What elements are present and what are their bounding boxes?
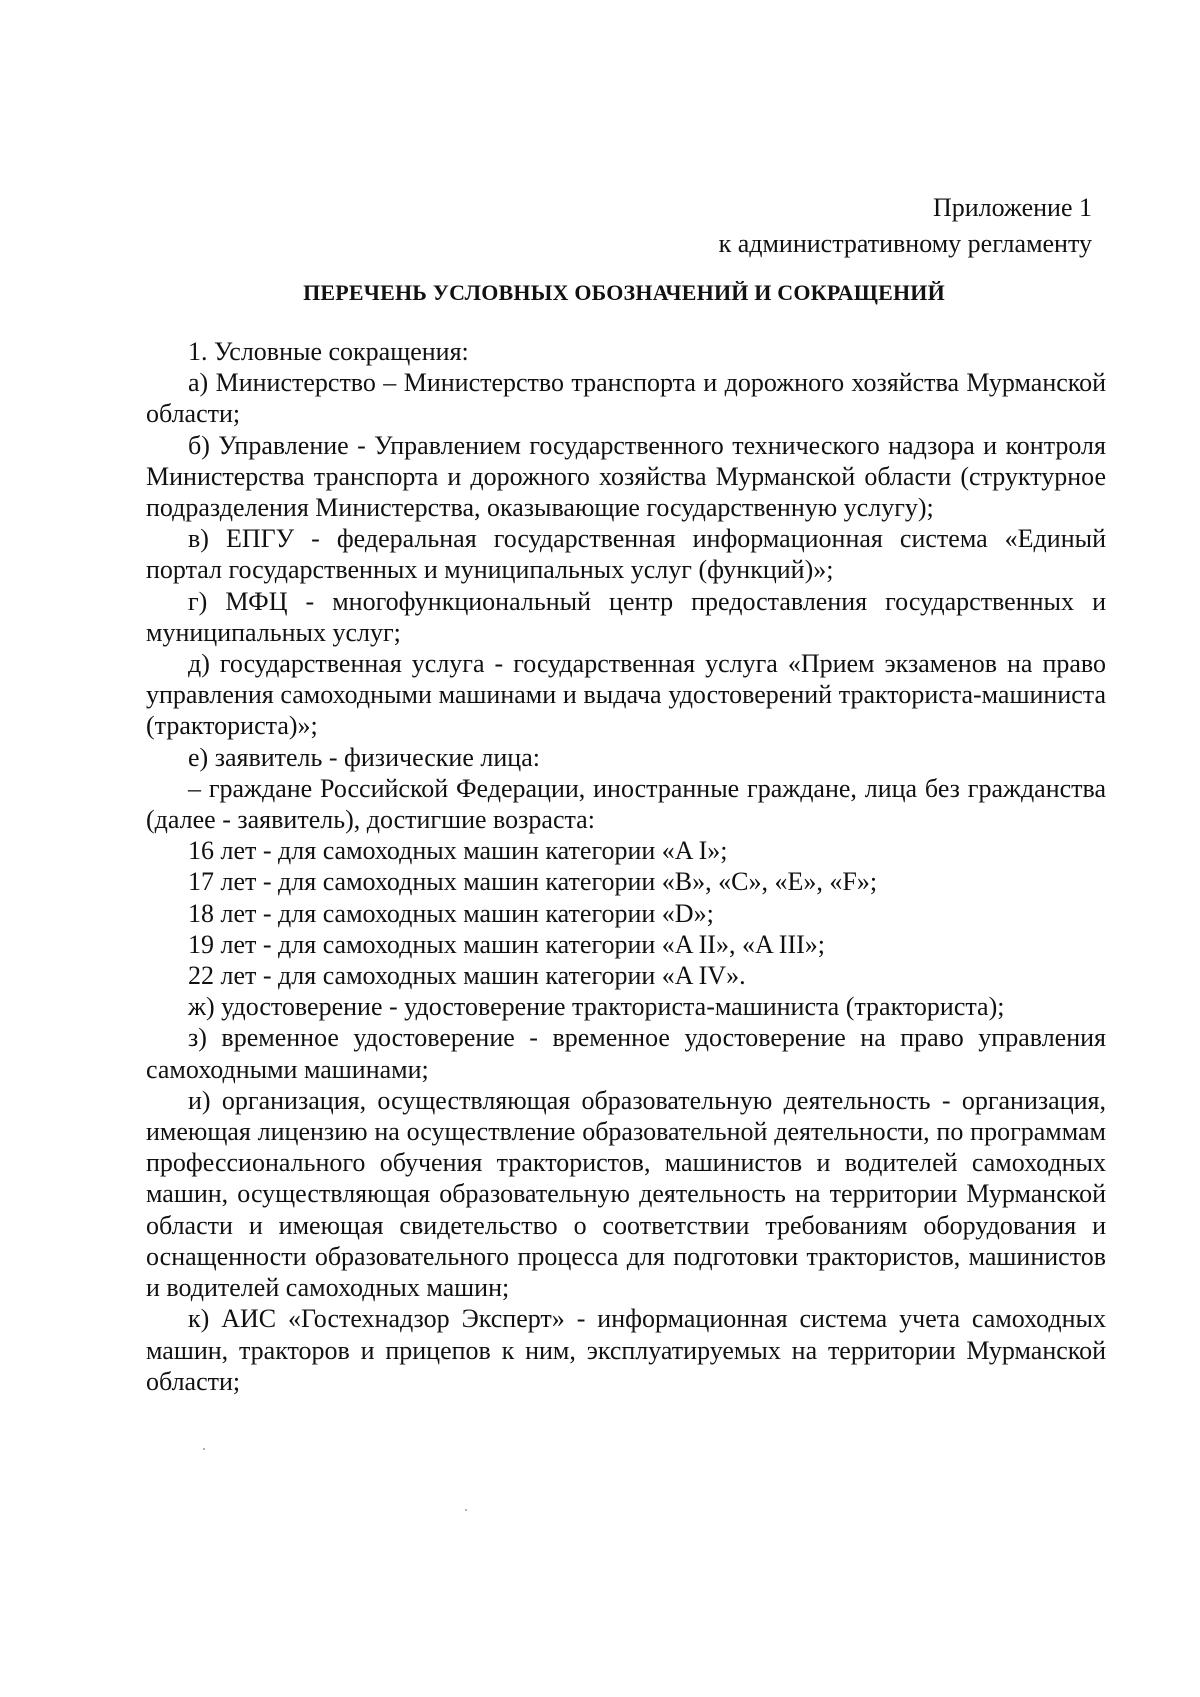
paragraph-item-e: е) заявитель - физические лица: xyxy=(188,742,540,772)
paragraph-item-d: д) государственная услуга - государственная услуга «Прием экзаменов на право управления самоходными машинами и выдача удостоверений тракториста-машиниста (тракториста)»; xyxy=(146,649,1106,741)
paragraph-item-zh: ж) удостоверение - удостоверение тракториста-машиниста (тракториста); xyxy=(188,992,1005,1022)
appendix-line-2: к административному регламенту xyxy=(718,229,1092,258)
paragraph-item-a: а) Министерство – Министерство транспорта и дорожного хозяйства Мурманской области; xyxy=(146,368,1106,429)
paragraph-item-z: з) временное удостоверение - временное удостоверение на право управления самоходными машинами; xyxy=(146,1023,1106,1084)
paragraph-item-v: в) ЕПГУ - федеральная государственная информационная система «Единый портал государственных и муниципальных услуг (функций)»; xyxy=(146,524,1106,585)
document-body xyxy=(146,336,1106,1397)
paragraph-item-g: г) МФЦ - многофункциональный центр предоставления государственных и муниципальных услуг; xyxy=(146,586,1106,647)
paragraph-age-22: 22 лет - для самоходных машин категории «A IV». xyxy=(188,961,746,991)
paragraph-item-b: б) Управление - Управлением государственного технического надзора и контроля Министерства транспорта и дорожного хозяйства Мурманской области (структурное подразделения Министерства, оказывающие государственную услугу); xyxy=(146,430,1106,523)
scan-speck xyxy=(203,1448,205,1450)
paragraph-applicants: – граждане Российской Федерации, иностранные граждане, лица без гражданства (далее - заявитель), достигшие возраста: xyxy=(146,773,1106,835)
paragraph-age-17: 17 лет - для самоходных машин категории «B», «C», «E», «F»; xyxy=(188,867,878,897)
document-heading: ПЕРЕЧЕНЬ УСЛОВНЫХ ОБОЗНАЧЕНИЙ И СОКРАЩЕНИЙ xyxy=(303,280,945,305)
appendix-note xyxy=(719,190,1092,262)
paragraph-age-16: 16 лет - для самоходных машин категории «A I»; xyxy=(188,836,728,866)
paragraph-age-18: 18 лет - для самоходных машин категории «D»; xyxy=(188,898,714,928)
paragraph-age-19: 19 лет - для самоходных машин категории «A II», «A III»; xyxy=(188,929,825,959)
paragraph-item-k: к) АИС «Гостехнадзор Эксперт» - информационная система учета самоходных машин, тракторов и прицепов к ним, эксплуатируемых на территории Мурманской области; xyxy=(146,1304,1106,1396)
paragraph-item-i: и) организация, осуществляющая образовательную деятельность - организация, имеющая лицензию на осуществление образовательной деятельности, по программам профессионального обучения трактористов, машинистов и водителей самоходных машин, осуществляющая образовательную деятельность на территории Мурманской области и имеющая свидетельство о соответствии требованиям оборудования и оснащенности образовательного процесса для подготовки трактористов, машинистов и водителей самоходных машин; xyxy=(146,1085,1106,1303)
paragraph-section-1: 1. Условные сокращения: xyxy=(188,337,469,366)
scan-speck xyxy=(465,1509,467,1511)
appendix-line-1: Приложение 1 xyxy=(932,193,1092,222)
